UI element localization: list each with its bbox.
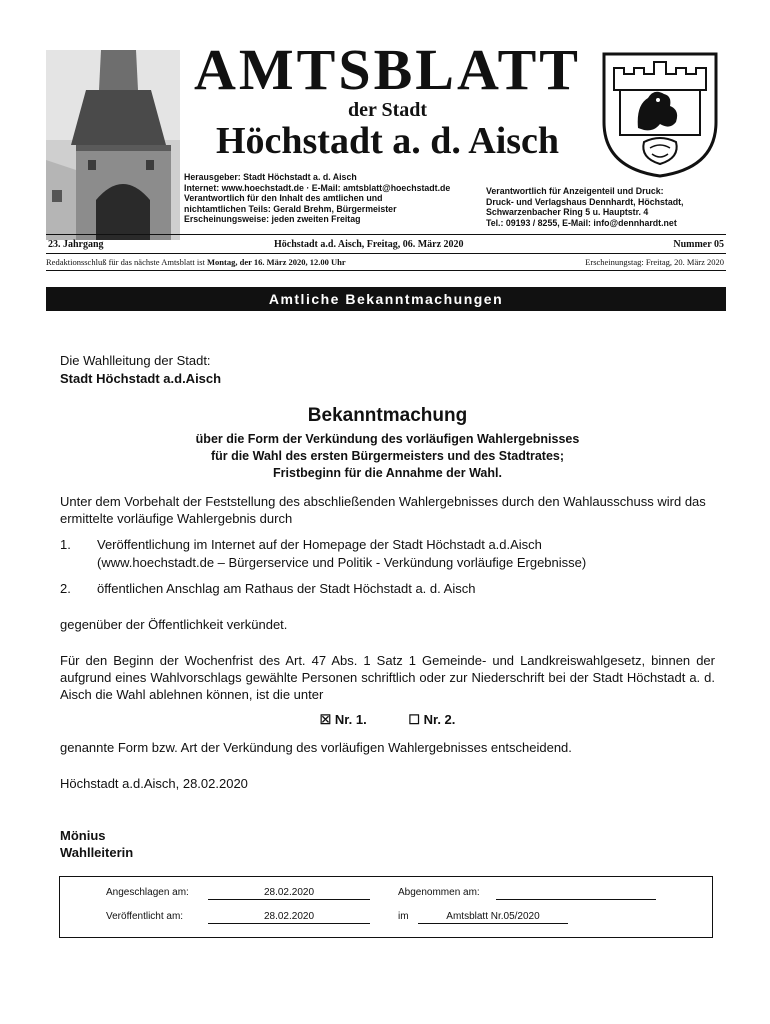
issue-place-date: Höchstadt a.d. Aisch, Freitag, 06. März 2020 [274,239,464,250]
issue-number: Nummer 05 [673,239,724,250]
posted-label: Angeschlagen am: [106,887,189,898]
posted-date: 28.02.2020 [208,887,370,900]
divider [46,253,726,254]
subheading-line: Fristbeginn für die Annahme der Wahl. [273,466,502,480]
subheading-line: für die Wahl des ersten Bürgermeisters und des Stadtrates; [210,449,565,463]
notice-place-date: Höchstadt a.d.Aisch, 28.02.2020 [60,776,248,791]
intro-paragraph: Unter dem Vorbehalt der Feststellung des abschließenden Wahlergebnisses durch den Wahlausschuss wird das ermittelte vorläufige Wahlergebnis durch [60,494,706,526]
checked-box-icon: ☒ [319,712,332,727]
ads-line: Druck- und Verlagshaus Dennhardt, Höchstadt, [486,196,684,207]
removed-label: Abgenommen am: [398,887,480,898]
item-line: Veröffentlichung im Internet auf der Homepage der Stadt Höchstadt a.d.Aisch [97,537,542,552]
announced-line: gegenüber der Öffentlichkeit verkündet. [60,617,288,632]
option-1 [320,712,367,727]
item-number: 1. [60,537,71,552]
deadline-paragraph: Für den Beginn der Wochenfrist des Art. 47 Abs. 1 Satz 1 Gemeinde- und Landkreiswahlgesetz, binnen der aufgrund eines Wahlvorschlags gewählte Personen schriftlich oder zur Niederschrift bei der Stadt Höchstadt a. d. Aisch die Wahl ablehnen können, ist die unter [60,653,715,702]
authority-line: Die Wahlleitung der Stadt: [60,353,211,368]
issue-info-line [46,238,726,252]
deadline-date: Montag, der 16. März 2020, 12.00 Uhr [207,257,346,267]
publication-title: AMTSBLATT [194,37,581,102]
published-date: 28.02.2020 [208,911,370,924]
conclusion-line: genannte Form bzw. Art der Verkündung des vorläufigen Wahlergebnisses entscheidend. [60,740,572,755]
deadline-prefix: Redaktionsschluß für das nächste Amtsblatt ist [46,257,208,267]
removed-date [496,887,656,900]
city-name: Höchstadt a. d. Aisch [215,120,560,162]
item-line: öffentlichen Anschlag am Rathaus der Stadt Höchstadt a. d. Aisch [97,581,476,596]
divider [46,270,726,271]
signer-name: Mönius [60,828,106,843]
divider [46,234,726,235]
item-number: 2. [60,581,71,596]
publisher-line: Internet: www.hoechstadt.de · E-Mail: amtsblatt@hoechstadt.de [184,182,451,193]
next-issue-date: Erscheinungstag: Freitag, 20. März 2020 [585,257,724,267]
publisher-line: Erscheinungsweise: jeden zweiten Freitag [184,214,361,225]
ads-line: Tel.: 09193 / 8255, E-Mail: info@dennhardt.net [486,217,677,228]
notice-heading: Bekanntmachung [307,405,468,426]
option-2 [408,712,455,727]
posting-record-box [59,876,713,938]
form-options [60,711,715,728]
city-coat-of-arms [600,50,720,180]
option-2-label: Nr. 2. [423,712,456,727]
authority-name: Stadt Höchstadt a.d.Aisch [60,371,222,386]
ads-line: Verantwortlich für Anzeigenteil und Druck: [486,186,664,196]
subheading-line: über die Form der Verkündung des vorläufigen Wahlergebnisses [195,432,580,446]
section-banner: Amtliche Bekanntmachungen [46,287,726,311]
publication-subtitle: der Stadt [347,99,428,121]
in-label: im [398,911,409,922]
advertising-info [486,186,726,228]
signer-title: Wahlleiterin [60,845,134,860]
deadline-text [46,256,346,268]
deadline-line [46,256,726,268]
publisher-info [184,172,484,225]
published-label: Veröffentlicht am: [106,911,184,922]
publisher-line: nichtamtlichen Teils: Gerald Brehm, Bürgermeister [184,203,397,214]
volume-label: 23. Jahrgang [48,239,104,250]
item-1 [97,536,717,572]
publisher-line: Herausgeber: Stadt Höchstadt a. d. Aisch [184,172,357,182]
ads-line: Schwarzenbacher Ring 5 u. Hauptstr. 4 [486,207,649,218]
publisher-line: Verantwortlich für den Inhalt des amtlichen und [184,193,383,204]
item-2 [97,580,717,598]
unchecked-box-icon: ☐ [408,712,420,727]
notice-subheading [60,431,715,482]
item-line: (www.hoechstadt.de – Bürgerservice und Politik - Verkündung vorläufige Ergebnisse) [97,555,587,570]
town-gate-photo [46,50,180,240]
published-issue: Amtsblatt Nr.05/2020 [418,911,568,924]
option-1-label: Nr. 1. [334,712,367,727]
